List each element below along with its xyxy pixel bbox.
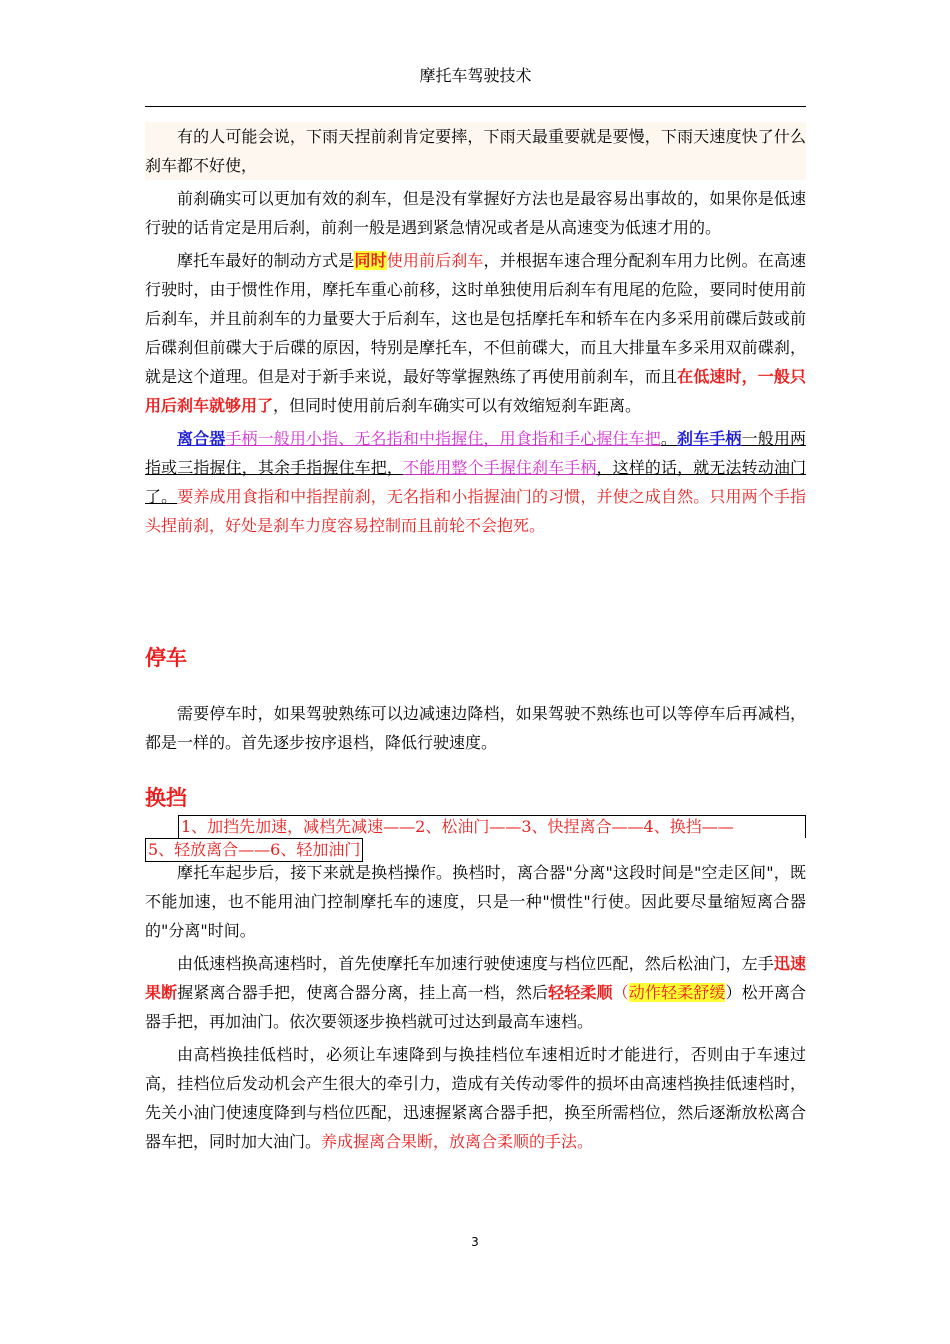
shift-steps-line-2: 5、轻放离合——6、轻加油门: [145, 838, 363, 862]
paragraph-shift-intro: 摩托车起步后，接下来就是换档操作。换档时，离合器"分离"这段时间是"空走区间"，既不能加速，也不能用油门控制摩托车的速度，只是一种"惯性"行使。因此要尽量缩短离合器的"分离"时间。: [145, 863, 806, 940]
paragraph-front-brake: 前刹确实可以更加有效的刹车，但是没有掌握好方法也是最容易出事故的，如果你是低速行驶的话肯定是用后刹，前刹一般是遇到紧急情况或者是从高速变为低速才用的。: [145, 189, 806, 237]
term-brake-lever: 刹车手柄: [677, 429, 742, 448]
text-run: 。: [660, 429, 678, 448]
text-run: ，这样的话，就无法转动油门了。: [145, 458, 806, 506]
highlight-simultaneous: 同时: [354, 251, 387, 270]
paragraph-stop: 需要停车时，如果驾驶熟练可以边减速边降档，如果驾驶不熟练也可以等停车后再减档，都是一样的。首先逐步按序退档，降低行驶速度。: [145, 704, 806, 752]
text-paren-open: （: [612, 983, 629, 1002]
text-front-rear-brake: 使用前后刹车: [386, 251, 484, 270]
text-habit-clutch: 养成握离合果断，放离合柔顺的手法。: [321, 1132, 594, 1151]
shift-steps-line-1: 1、加挡先加速，减档先减速——2、松油门——3、快捏离合——4、换挡——: [178, 815, 806, 838]
term-clutch: 离合器: [177, 429, 226, 448]
paragraph-rain-braking: 有的人可能会说，下雨天捏前刹肯定要摔，下雨天最重要就是要慢，下雨天速度快了什么刹车都不好使，: [145, 122, 806, 180]
text-run: ，并根据车速合理分配刹车用力比例。在高速行驶时，由于惯性作用，摩托车重心前移，这时单独使用后刹车有甩尾的危险，要同时使用前后刹车，并且前刹车的力量要大于后刹车，这也是包括摩托车和轿车在内多采用前碟后鼓或前后碟刹但前碟大于后碟的原因，特别是摩托车，不但前碟大，而且大排量车多采用双前碟刹，就是这个道理。但是对于新手来说，最好等掌握熟练了再使用前刹车，而且: [145, 251, 806, 386]
text-run: 一般用两指或三指握住，其余手指握住车把，: [145, 429, 806, 477]
emphasis-low-speed: 在低速时，一般只用后刹车就够用了: [145, 367, 806, 415]
shift-steps-box: [145, 815, 806, 862]
paragraph-best-braking: [145, 246, 806, 420]
section-shift: [145, 858, 806, 1156]
section-stop: [145, 699, 806, 757]
page-number: 3: [471, 1235, 479, 1249]
text-run: 握紧离合器手把，使离合器分离，挂上高一档，然后: [177, 983, 549, 1002]
text-clutch-grip: 手柄一般用小指、无名指和中指握住，用食指和手心握住车把: [225, 429, 661, 448]
text-run: ）松开离合器手把，再加油门。依次要领逐步换档就可过达到最高车速档。: [145, 983, 806, 1031]
text-habit-advice: 要养成用食指和中指捏前刹，无名指和小指握油门的习惯，并使之成自然。只用两个手指头捏前刹，好处是刹车力度容易控制而且前轮不会抱死。: [145, 487, 806, 535]
heading-stop: 停车: [145, 646, 187, 670]
text-run: 由低速档换高速档时，首先使摩托车加速行驶使速度与档位匹配，然后松油门，左手: [177, 954, 774, 973]
paragraph-upshift: [145, 949, 806, 1036]
header-divider: [145, 106, 806, 107]
page-header-title: 摩托车驾驶技术: [419, 66, 532, 85]
section-braking: [145, 122, 806, 540]
highlight-soft-action: 动作轻柔舒缓: [628, 983, 726, 1002]
heading-shift: 换挡: [145, 786, 187, 810]
paragraph-downshift: [145, 1040, 806, 1156]
emphasis-gentle: 轻轻柔顺: [548, 983, 613, 1002]
text-run: 由高档换挂低档时，必须让车速降到与换挂档位车速相近时才能进行，否则由于车速过高，挂档位后发动机会产生很大的牵引力，造成有关传动零件的损坏由高速档换挂低速档时，先关小油门使速度降到与档位匹配，迅速握紧离合器手把，换至所需档位，然后逐渐放松离合器车把，同时加大油门。: [145, 1045, 806, 1151]
emphasis-quick: 迅速果断: [145, 954, 806, 1002]
text-no-full-grip: 不能用整个手握住刹车手柄: [402, 458, 597, 477]
text-run: ，但同时使用前后刹车确实可以有效缩短刹车距离。: [273, 396, 642, 415]
text-run: 摩托车最好的制动方式是: [177, 251, 355, 270]
paragraph-grip-technique: [145, 424, 806, 540]
